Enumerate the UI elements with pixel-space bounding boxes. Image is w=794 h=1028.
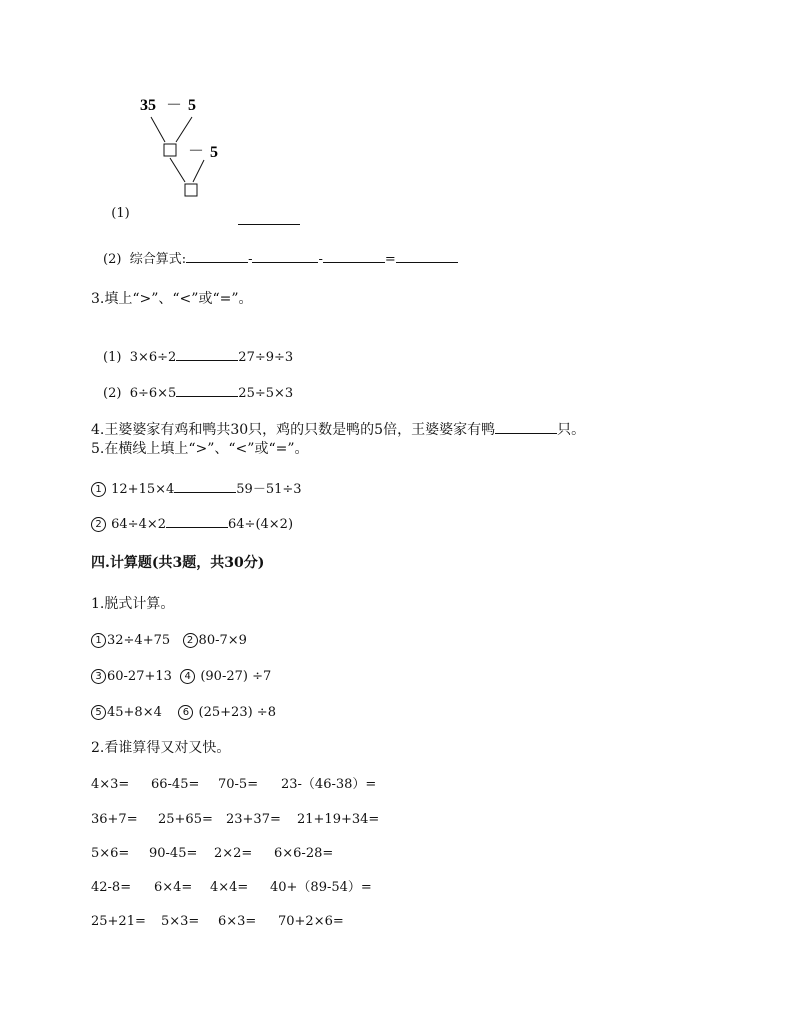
expr-left: 64÷4×2 bbox=[111, 517, 167, 532]
calc-item: 2×2= bbox=[214, 846, 253, 861]
answer-blank[interactable] bbox=[186, 250, 248, 263]
q5-item-1 bbox=[91, 480, 302, 497]
answer-blank[interactable] bbox=[252, 250, 318, 263]
circled-number: 3 bbox=[91, 669, 106, 684]
operator-equals: = bbox=[384, 252, 396, 267]
calc-item: 42-8= bbox=[91, 880, 132, 895]
q3-item-1 bbox=[103, 348, 293, 364]
expr-right: 64÷(4×2) bbox=[228, 517, 294, 532]
circled-number: 6 bbox=[178, 705, 193, 720]
expr-left: 6÷6×5 bbox=[129, 386, 177, 401]
calc-item: 23-（46-38）= bbox=[281, 777, 377, 792]
calc-expression: 60-27+13 bbox=[107, 669, 172, 684]
calc-expression: 45+8×4 bbox=[107, 705, 162, 720]
calc-expression: 80-7×9 bbox=[198, 633, 247, 648]
tree-mid-op: － bbox=[188, 143, 205, 160]
circled-number: 2 bbox=[183, 633, 198, 648]
circled-number: 4 bbox=[180, 669, 195, 684]
calc-item: 21+19+34= bbox=[297, 812, 380, 827]
calc-item: 5×6= bbox=[91, 846, 130, 861]
tree-top-left: 35 bbox=[140, 97, 156, 114]
calc2-title: 2.看谁算得又对又快。 bbox=[91, 740, 231, 756]
section-heading: 四.计算题(共3题，共30分) bbox=[91, 555, 265, 571]
operator-minus: - bbox=[248, 252, 253, 267]
expr-left: 12+15×4 bbox=[111, 482, 175, 497]
calc-item: 6×4= bbox=[154, 880, 193, 895]
item-label: (2) bbox=[103, 386, 122, 401]
circled-number: 2 bbox=[91, 517, 106, 532]
answer-blank[interactable] bbox=[495, 421, 557, 434]
calc-item: 25+21= bbox=[91, 914, 146, 929]
calc1-row-3 bbox=[91, 705, 276, 720]
calc-expression: (25+23) ÷8 bbox=[198, 705, 276, 720]
answer-blank[interactable] bbox=[174, 480, 236, 493]
answer-blank[interactable] bbox=[176, 348, 238, 361]
expr-right: 25÷5×3 bbox=[238, 386, 294, 401]
expr-left: 3×6÷2 bbox=[129, 350, 177, 365]
calc-item: 70-5= bbox=[218, 777, 259, 792]
tree-mid-right: 5 bbox=[210, 144, 218, 161]
q5-title: 5.在横线上填上“>”、“<”或“=”。 bbox=[91, 441, 309, 457]
calc-item: 23+37= bbox=[226, 812, 281, 827]
circled-number: 5 bbox=[91, 705, 106, 720]
answer-blank[interactable] bbox=[238, 212, 300, 225]
tree-top-right: 5 bbox=[188, 97, 196, 114]
expr-right: 59－51÷3 bbox=[236, 482, 302, 497]
q3-item-2 bbox=[103, 384, 293, 400]
q4-text: 4.王婆婆家有鸡和鸭共30只，鸡的只数是鸭的5倍，王婆婆家有鸭 bbox=[91, 422, 496, 438]
calc-item: 4×3= bbox=[91, 777, 130, 792]
tree-line-left bbox=[151, 117, 165, 142]
circled-number: 1 bbox=[91, 482, 106, 497]
tree-line-lower-right bbox=[193, 160, 204, 182]
calc-item: 6×6-28= bbox=[274, 846, 334, 861]
calc-item: 6×3= bbox=[218, 914, 257, 929]
number-tree-diagram bbox=[130, 90, 240, 200]
tree-top-op: － bbox=[166, 97, 183, 114]
operator-minus: - bbox=[318, 252, 323, 267]
q2-part2-label: (2) bbox=[103, 252, 122, 267]
q4 bbox=[91, 421, 585, 437]
expr-right: 27÷9÷3 bbox=[238, 350, 294, 365]
calc1-row-2 bbox=[91, 669, 271, 684]
calc-item: 90-45= bbox=[149, 846, 198, 861]
tree-line-lower-left bbox=[170, 158, 185, 182]
calc-expression: (90-27) ÷7 bbox=[200, 669, 272, 684]
q3-title: 3.填上“>”、“<”或“=”。 bbox=[91, 291, 253, 307]
calc1-row-1 bbox=[91, 633, 247, 648]
calc-item: 40+（89-54）= bbox=[270, 880, 372, 895]
answer-blank[interactable] bbox=[323, 250, 385, 263]
q2-part1-answer[interactable] bbox=[228, 196, 300, 228]
q4-text-after: 只。 bbox=[557, 422, 586, 438]
circled-number: 1 bbox=[91, 633, 106, 648]
item-label: (1) bbox=[103, 350, 122, 365]
calc-item: 36+7= bbox=[91, 812, 138, 827]
answer-blank[interactable] bbox=[166, 515, 228, 528]
calc-item: 25+65= bbox=[158, 812, 213, 827]
calc-item: 5×3= bbox=[161, 914, 200, 929]
tree-box-middle bbox=[164, 144, 176, 156]
answer-blank[interactable] bbox=[176, 384, 238, 397]
q5-item-2 bbox=[91, 515, 293, 532]
q2-part2-text: 综合算式: bbox=[129, 252, 187, 267]
tree-line-right bbox=[176, 117, 192, 142]
q2-part1 bbox=[103, 194, 130, 220]
calc-item: 4×4= bbox=[210, 880, 249, 895]
tree-box-bottom bbox=[185, 184, 197, 196]
q2-part2 bbox=[103, 250, 458, 266]
q2-part1-label: (1) bbox=[111, 206, 130, 221]
calc1-title: 1.脱式计算。 bbox=[91, 596, 175, 612]
answer-blank[interactable] bbox=[396, 250, 458, 263]
calc-item: 66-45= bbox=[151, 777, 200, 792]
calc-expression: 32÷4+75 bbox=[107, 633, 171, 648]
calc-item: 70+2×6= bbox=[278, 914, 344, 929]
